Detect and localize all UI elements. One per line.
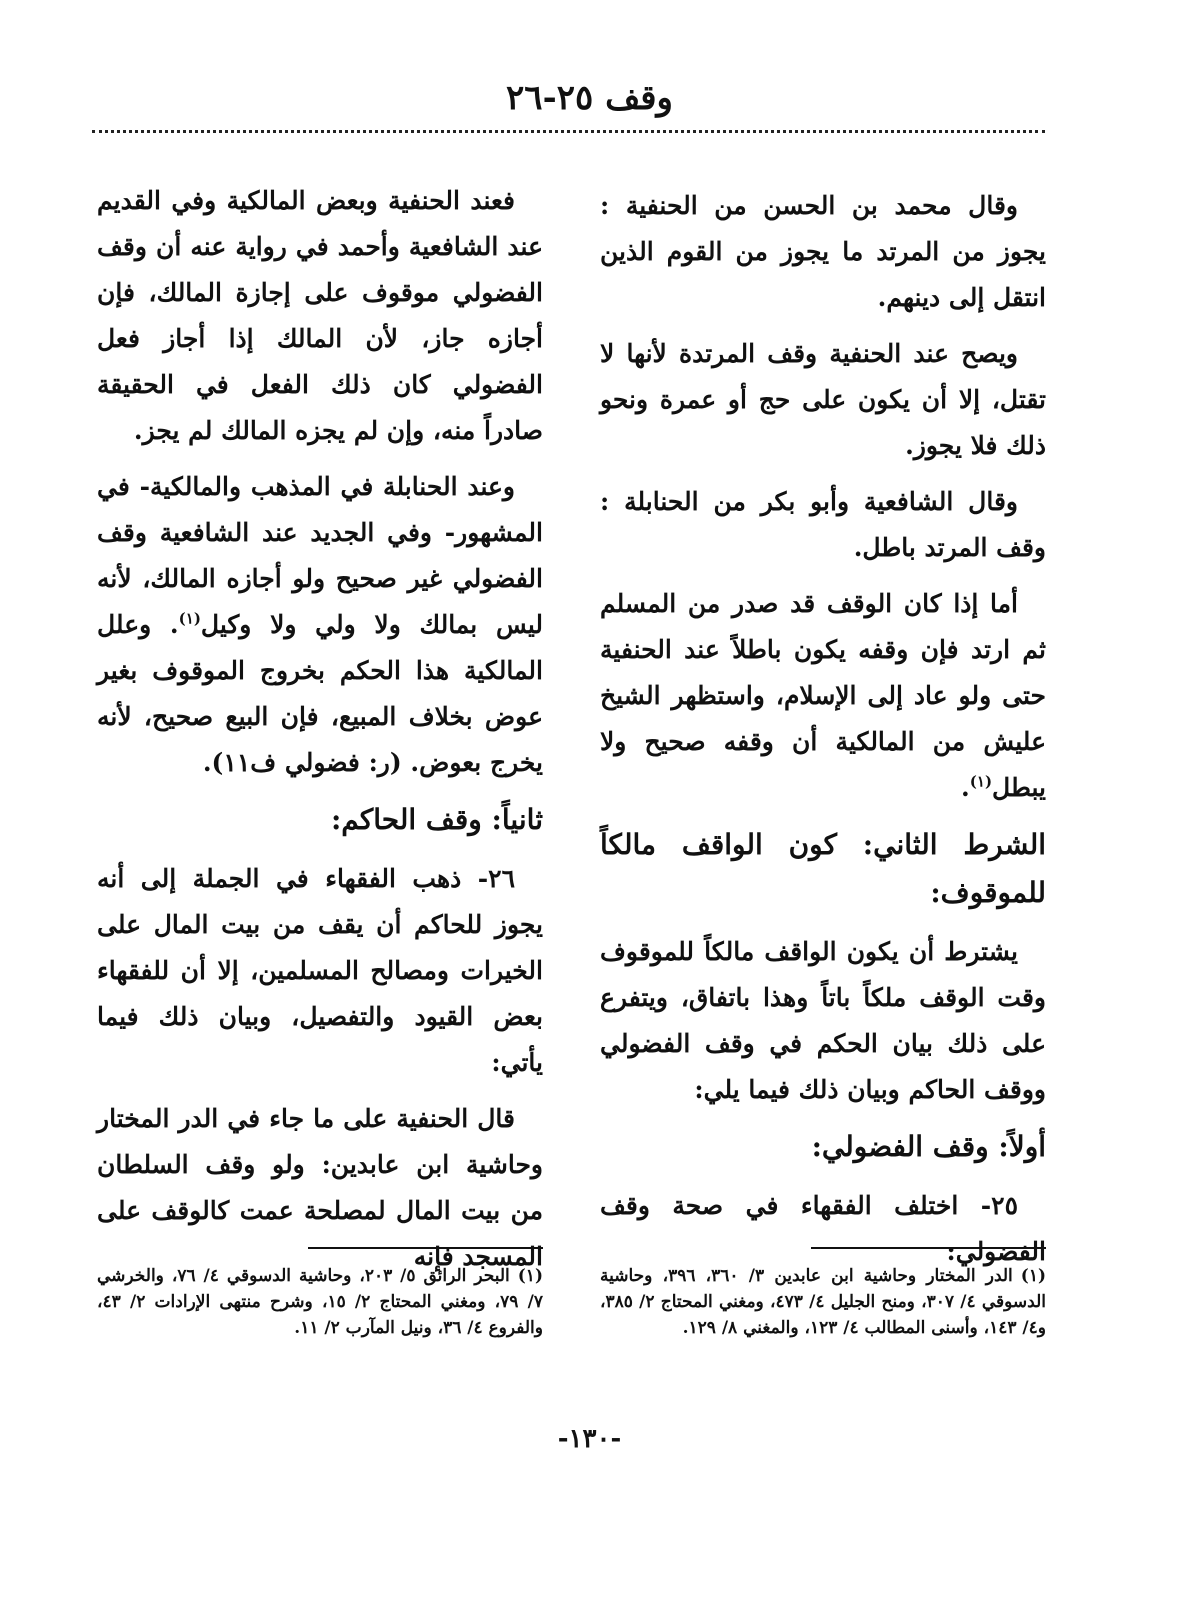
paragraph: يشترط أن يكون الواقف مالكاً للموقوف وقت الوقف ملكاً باتاً وهذا باتفاق، ويتفرع على ذلك بيان الحكم في وقف الفضولي ووقف الحاكم وبيان ذلك فيما يلي: [600,937,1046,1104]
right-column [600,183,1046,1285]
footnote-text: البحر الرائق ٥/ ٢٠٣، وحاشية الدسوقي ٤/ ٧٦، والخرشي ٧/ ٧٩، ومغني المحتاج ٢/ ١٥، وشرح منتهى الإرادات ٢/ ٤٣، والفروع ٤/ ٣٦، ونيل المآرب ٢/ ١١. [97,1266,543,1338]
footnote-ref: (١) [178,609,201,628]
footnote-text: الدر المختار وحاشية ابن عابدين ٣/ ٣٦٠، ٣٩٦، وحاشية الدسوقي ٤/ ٣٠٧، ومنح الجليل ٤/ ٤٧٣، ومغني المحتاج ٢/ ٣٨٥، و٤/ ١٤٣، وأسنى المطالب ٤/ ١٢٣، والمغني ٨/ ١٢٩. [600,1266,1047,1338]
paragraph: قال الحنفية على ما جاء في الدر المختار وحاشية ابن عابدين: ولو وقف السلطان من بيت المال لمصلحة عمت كالوقف على المسجد فإنه [97,1104,543,1271]
section-heading: الشرط الثاني: كون الواقف مالكاً للموقوف: [600,828,1046,909]
paragraph: ٢٦- ذهب الفقهاء في الجملة إلى أنه يجوز للحاكم أن يقف من بيت المال على الخيرات ومصالح المسلمين، إلا أن للفقهاء بعض القيود والتفصيل، وبيان ذلك فيما يأتي: [97,864,543,1077]
paragraph: ٢٥- اختلف الفقهاء في صحة وقف الفضولي: [600,1191,1046,1266]
paragraph-end: . [961,773,970,802]
footnote-number: (١) [1020,1266,1047,1286]
section-heading: ثانياً: وقف الحاكم: [330,803,543,836]
page-number: -١٣٠- [557,1424,622,1454]
footnote-divider [811,1247,1046,1249]
paragraph [97,464,543,786]
footnote-divider [308,1247,543,1249]
paragraph-text: أما إذا كان الوقف قد صدر من المسلم ثم ارتد فإن وقفه يكون باطلاً عند الحنفية حتى ولو عاد إلى الإسلام، واستظهر الشيخ عليش من المالكية أن وقفه صحيح ولا يبطل [600,589,1046,802]
footnote-number: (١) [517,1266,543,1286]
footnote-left [97,1263,543,1341]
paragraph [600,581,1046,811]
paragraph: ويصح عند الحنفية وقف المرتدة لأنها لا تقتل، إلا أن يكون على حج أو عمرة ونحو ذلك فلا يجوز. [600,339,1046,460]
paragraph: وقال الشافعية وأبو بكر من الحنابلة : وقف المرتد باطل. [600,487,1046,562]
left-column [97,178,543,1290]
footnote-right [600,1263,1046,1341]
paragraph: فعند الحنفية وبعض المالكية وفي القديم عند الشافعية وأحمد في رواية عنه أن وقف الفضولي موقوف على إجازة المالك، فإن أجازه جاز، لأن المالك إذا أجاز فعل الفضولي كان ذلك الفعل في الحقيقة صادراً منه، وإن لم يجزه المالك لم يجز. [97,186,543,445]
footnote-ref: (١) [969,772,993,791]
section-heading: أولاً: وقف الفضولي: [811,1130,1046,1163]
header-dotted-divider [92,130,1045,133]
paragraph: وقال محمد بن الحسن من الحنفية : يجوز من المرتد ما يجوز من القوم الذين انتقل إلى دينهم. [600,191,1046,312]
page-header-title: وقف ٢٥-٢٦ [506,78,673,118]
paragraph-end: . وعلل المالكية هذا الحكم بخروج الموقوف بغير عوض بخلاف المبيع، فإن البيع صحيح، لأنه يخرج بعوض. (ر: فضولي ف١١). [97,610,543,777]
paragraph-text: وعند الحنابلة في المذهب والمالكية- في المشهور- وفي الجديد عند الشافعية وقف الفضولي غير صحيح ولو أجازه المالك، لأنه ليس بمالك ولا ولي ولا وكيل [97,472,543,639]
